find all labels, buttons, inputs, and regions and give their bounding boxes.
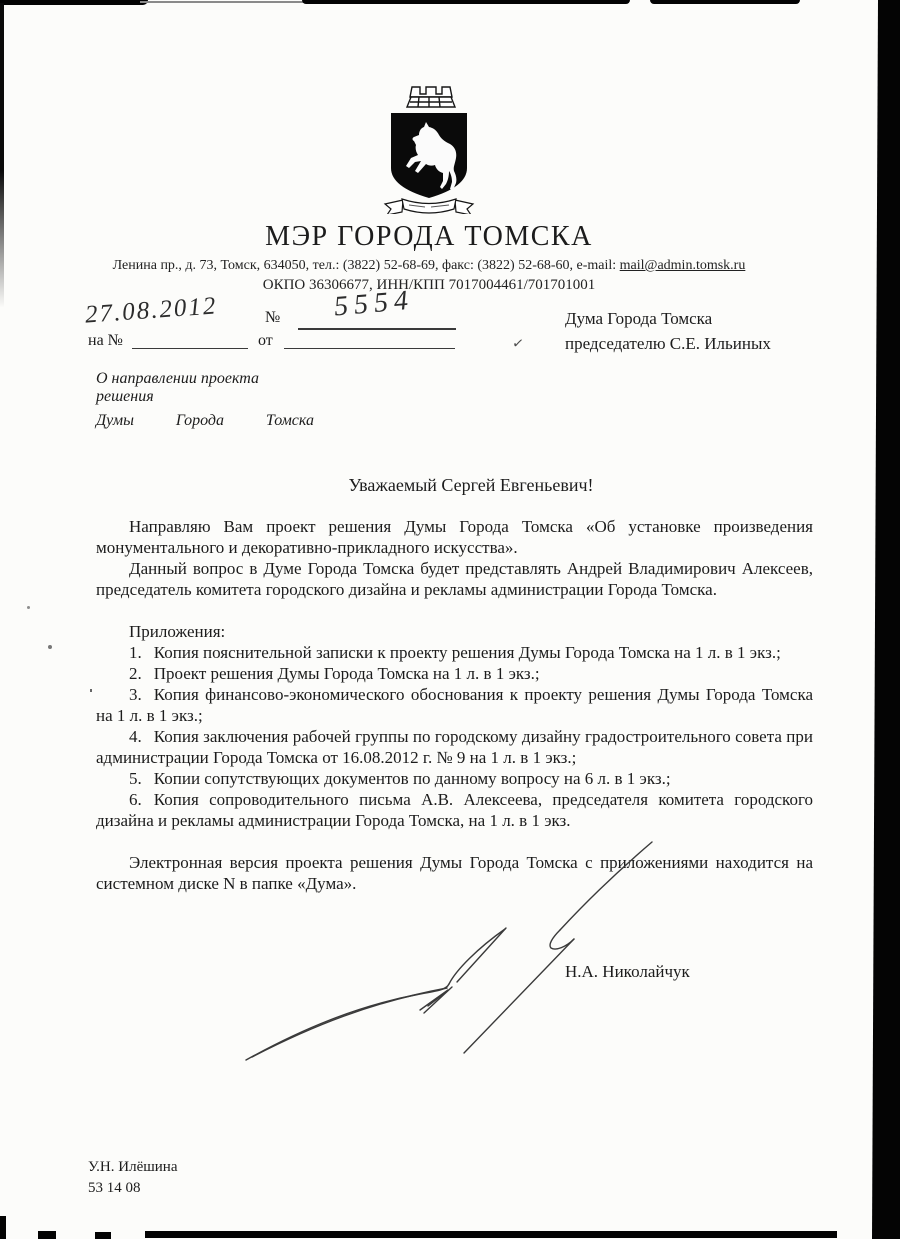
addressee-org: Дума Города Томска [565,309,713,328]
scan-artifact-top-thin [140,1,315,3]
paragraph: Данный вопрос в Думе Города Томска будет представлять Андрей Владимирович Алексеев, председатель комитета городского дизайна и рекламы администрации Города Томска. [96,559,813,599]
item-number: 5. [129,769,142,788]
item-number: 2. [129,664,142,683]
subject-line2 [96,412,314,430]
item-number: 6. [129,790,142,809]
item-text: Проект решения Думы Города Томска на 1 л. в 1 экз.; [153,664,540,683]
scan-artifact-bottom-bar [145,1231,837,1238]
salutation: Уважаемый Сергей Евгеньевич! [348,475,594,495]
reply-date-underline [284,332,455,349]
checkmark-icon: ✓ [511,336,525,353]
tomsk-coat-of-arms [369,84,489,214]
executor-name: У.Н. Илёшина [88,1159,178,1175]
subject-word: Думы [96,412,134,429]
reply-number-underline [132,332,248,349]
subject-word: Томска [265,412,314,429]
scan-artifact-bottom-blob [38,1231,56,1239]
org-name: МЭР ГОРОДА ТОМСКА [265,221,593,252]
item-number: 1. [129,643,142,662]
reference-block [84,284,468,358]
item-text: Копия пояснительной записки к проекту решения Думы Города Томска на 1 л. в 1 экз.; [153,643,781,662]
handwritten-number: 5554 [332,284,416,323]
reply-to-number-label: на № [88,332,123,349]
attachment-item [96,663,813,684]
number-sign: № [265,309,281,326]
addressee-block [565,306,771,356]
address-text: Ленина пр., д. 73, Томск, 634050, тел.: (3822) 52-68-69, факс: (3822) 52-68-60, e-mail: [112,258,620,273]
scan-artifact-bottom-corner [0,1216,6,1239]
reply-from-label: от [258,332,273,349]
scan-artifact-bottom-blob [95,1232,111,1239]
scan-speck [90,689,92,692]
item-text: Копии сопутствующих документов по данному вопросу на 6 л. в 1 экз.; [153,769,671,788]
attachment-item [96,684,813,726]
attachments-title: Приложения: [129,622,226,641]
signer-name: Н.А. Николайчук [565,962,690,981]
letter-body [96,474,813,894]
executor-footer [88,1157,178,1199]
attachment-item [96,726,813,768]
closing-paragraph: Электронная версия проекта решения Думы Города Томска с приложениями находится на системном диске N в папке «Дума». [96,853,813,893]
email-text: mail@admin.tomsk.ru [619,258,746,273]
scan-artifact-right-strip [871,0,900,1239]
item-text: Копия финансово-экономического обоснования к проекту решения Думы Города Томска на 1 л. в 1 экз.; [96,685,813,725]
item-text: Копия сопроводительного письма А.В. Алексеева, председателя комитета городского дизайна и рекламы администрации Города Томска, на 1 л. в 1 экз. [96,790,813,830]
attachment-item [96,768,813,789]
scan-speck [48,645,52,649]
subject-line1: О направлении проекта решения [96,370,259,405]
item-text: Копия заключения рабочей группы по городскому дизайну градостроительного совета при администрации Города Томска от 16.08.2012 г. № 9 на 1 л. в 1 экз.; [96,727,813,767]
scan-speck [27,606,30,609]
scan-artifact-top-right [650,0,800,4]
item-number: 4. [129,727,142,746]
codes-line: ОКПО 36306677, ИНН/КПП 7017004461/701701001 [262,277,596,293]
attachment-item [96,642,813,663]
executor-phone: 53 14 08 [88,1180,141,1196]
subject-word: Города [175,412,224,429]
item-number: 3. [129,685,142,704]
addressee-person: председателю С.Е. Ильиных [565,334,771,353]
attachment-item [96,789,813,831]
scan-artifact-top-left [0,0,148,5]
handwritten-date: 27.08.2012 [84,292,219,329]
scan-artifact-top-mid [302,0,630,4]
letterhead [0,84,858,294]
ribbon-banner [385,199,473,214]
mural-crown-icon [407,87,455,107]
address-line [0,258,858,274]
paragraph: Направляю Вам проект решения Думы Города Томска «Об установке произведения монументального и декоративно-прикладного искусства». [96,517,813,557]
subject-block [96,370,314,430]
